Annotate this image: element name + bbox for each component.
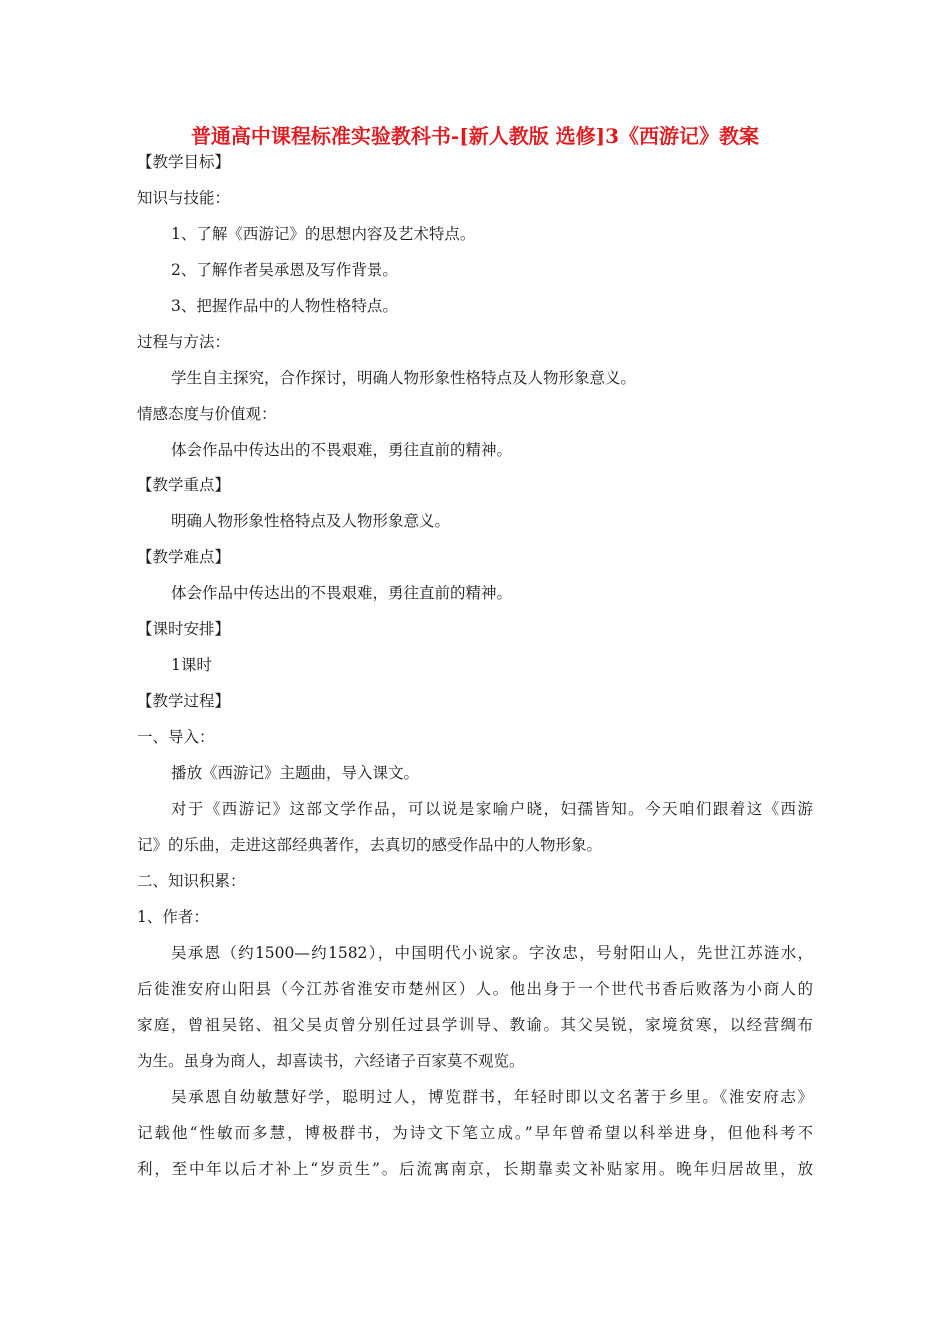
paragraph: 明确人物形象性格特点及人物形象意义。 xyxy=(171,512,451,530)
paragraph: 学生自主探究，合作探讨，明确人物形象性格特点及人物形象意义。 xyxy=(171,369,637,387)
subheading-knowledge-skills: 知识与技能： xyxy=(137,189,231,207)
section-heading-difficulties: 【教学难点】 xyxy=(137,548,231,566)
paragraph-line: 吴承恩自幼敏慧好学，聪明过人，博览群书，年轻时即以文名著于乡里。《淮安府志》 xyxy=(171,1088,813,1106)
document-title: 普通高中课程标准实验教科书-[新人教版 选修]3《西游记》教案 xyxy=(190,124,760,148)
subheading-author: 1、作者： xyxy=(137,908,209,926)
section-heading-schedule: 【课时安排】 xyxy=(137,620,231,638)
paragraph: 1课时 xyxy=(171,656,212,674)
subheading-process-method: 过程与方法： xyxy=(137,333,231,351)
section-heading-key-points: 【教学重点】 xyxy=(137,476,231,494)
paragraph: 播放《西游记》主题曲，导入课文。 xyxy=(171,764,420,782)
section-heading-process: 【教学过程】 xyxy=(137,692,231,710)
paragraph-line: 对于《西游记》这部文学作品，可以说是家喻户晓，妇孺皆知。今天咱们跟着这《西游 xyxy=(171,800,813,818)
subheading-attitude-values: 情感态度与价值观： xyxy=(137,405,277,423)
list-item: 1、了解《西游记》的思想内容及艺术特点。 xyxy=(171,225,476,243)
paragraph-line: 为生。虽身为商人，却喜读书，六经诸子百家莫不观览。 xyxy=(137,1052,525,1070)
list-item: 3、把握作品中的人物性格特点。 xyxy=(171,297,398,315)
paragraph-line: 记载他“性敏而多慧，博极群书，为诗文下笔立成。”早年曾希望以科举进身，但他科考不 xyxy=(137,1124,813,1142)
paragraph: 体会作品中传达出的不畏艰难，勇往直前的精神。 xyxy=(171,441,513,459)
paragraph-line: 后徙淮安府山阳县（今江苏省淮安市楚州区）人。他出身于一个世代书香后败落为小商人的 xyxy=(137,980,813,998)
subheading-intro: 一、导入： xyxy=(137,728,215,746)
paragraph: 体会作品中传达出的不畏艰难，勇往直前的精神。 xyxy=(171,584,513,602)
list-item: 2、了解作者吴承恩及写作背景。 xyxy=(171,261,398,279)
section-heading-objectives: 【教学目标】 xyxy=(137,153,231,171)
paragraph-line: 记》的乐曲，走进这部经典著作，去真切的感受作品中的人物形象。 xyxy=(137,836,603,854)
paragraph-line: 家庭，曾祖吴铭、祖父吴贞曾分别任过县学训导、教谕。其父吴锐，家境贫寒，以经营绸布 xyxy=(137,1016,813,1034)
paragraph-line: 吴承恩（约1500—约1582），中国明代小说家。字汝忠，号射阳山人，先世江苏涟水， xyxy=(171,944,813,962)
paragraph-line: 利，至中年以后才补上“岁贡生”。后流寓南京，长期靠卖文补贴家用。晚年归居故里，放 xyxy=(137,1160,813,1178)
subheading-knowledge: 二、知识积累： xyxy=(137,872,246,890)
